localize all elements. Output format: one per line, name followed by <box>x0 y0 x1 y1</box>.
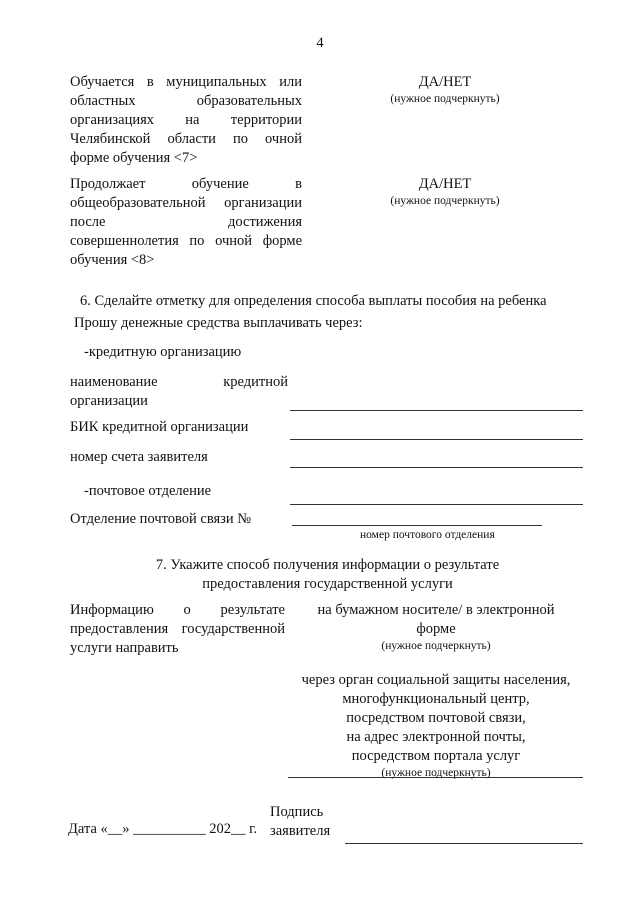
section7-bottom-line <box>288 777 583 778</box>
continue-question <box>70 175 302 270</box>
study-question <box>70 73 302 168</box>
post-office-field[interactable] <box>292 525 542 526</box>
study-line-2: областных образовательных <box>70 93 302 109</box>
bank-name-line-1: наименование кредитной <box>70 374 288 390</box>
post-separator-line <box>290 504 583 505</box>
info-line-1: Информацию о результате <box>70 602 285 618</box>
continue-line-3: после достижения <box>70 214 302 230</box>
post-option[interactable]: -почтовое отделение <box>84 483 212 499</box>
channel-hint: (нужное подчеркнуть) <box>381 767 491 779</box>
account-label: номер счета заявителя <box>70 449 208 465</box>
channel-line-4[interactable]: на адрес электронной почты, <box>346 729 526 745</box>
bik-label: БИК кредитной организации <box>70 419 249 435</box>
delivery-form-line-2[interactable]: форме <box>416 621 456 637</box>
continue-hint: (нужное подчеркнуть) <box>390 195 500 207</box>
bank-name-field[interactable] <box>290 410 583 411</box>
study-line-1: Обучается в муниципальных или <box>70 74 302 90</box>
delivery-form-option <box>298 601 574 653</box>
continue-line-2: общеобразовательной организации <box>70 195 302 211</box>
bank-name-line-2: организации <box>70 393 148 409</box>
account-field[interactable] <box>290 467 583 468</box>
section7-title-line-2: предоставления государственной услуги <box>202 576 453 592</box>
delivery-form-line-1[interactable]: на бумажном носителе/ в электронной <box>317 602 555 618</box>
credit-org-option[interactable]: -кредитную организацию <box>84 344 242 360</box>
signature-label-line-2: заявителя <box>270 823 331 839</box>
channel-line-5[interactable]: посредством портала услуг <box>351 748 521 764</box>
continue-line-1: Продолжает обучение в <box>70 176 302 192</box>
study-line-5: форме обучения <7> <box>70 150 198 166</box>
section7-title <box>100 556 555 594</box>
study-line-3: организациях на территории <box>70 112 302 128</box>
study-line-4: Челябинской области по очной <box>70 131 302 147</box>
signature-field[interactable] <box>345 843 583 844</box>
continue-line-4: совершеннолетия по очной форме <box>70 233 302 249</box>
channel-line-2[interactable]: многофункциональный центр, <box>342 691 530 707</box>
bik-field[interactable] <box>290 439 583 440</box>
continue-yes-no[interactable]: ДА/НЕТ <box>418 176 472 192</box>
section6-title: 6. Сделайте отметку для определения способа выплаты пособия на ребенка <box>80 293 547 309</box>
study-hint: (нужное подчеркнуть) <box>390 93 500 105</box>
date-field[interactable]: Дата «__» __________ 202__ г. <box>68 821 258 837</box>
bank-name-label <box>70 373 288 411</box>
signature-label-line-1: Подпись <box>270 804 324 820</box>
study-answer <box>370 73 520 106</box>
post-office-label: Отделение почтовой связи № <box>70 511 252 527</box>
section7-title-line-1: 7. Укажите способ получения информации о результате <box>155 557 500 573</box>
post-office-hint: номер почтового отделения <box>360 529 495 541</box>
info-line-3: услуги направить <box>70 640 179 656</box>
delivery-channel-option <box>288 671 584 780</box>
continue-answer <box>370 175 520 208</box>
channel-line-3[interactable]: посредством почтовой связи, <box>346 710 526 726</box>
continue-line-5: обучения <8> <box>70 252 155 268</box>
payment-request: Прошу денежные средства выплачивать через: <box>74 315 363 331</box>
info-line-2: предоставления государственной <box>70 621 285 637</box>
study-yes-no[interactable]: ДА/НЕТ <box>418 74 472 90</box>
info-label <box>70 601 285 658</box>
page-number: 4 <box>316 35 324 51</box>
delivery-form-hint: (нужное подчеркнуть) <box>381 640 491 652</box>
channel-line-1[interactable]: через орган социальной защиты населения, <box>301 672 571 688</box>
